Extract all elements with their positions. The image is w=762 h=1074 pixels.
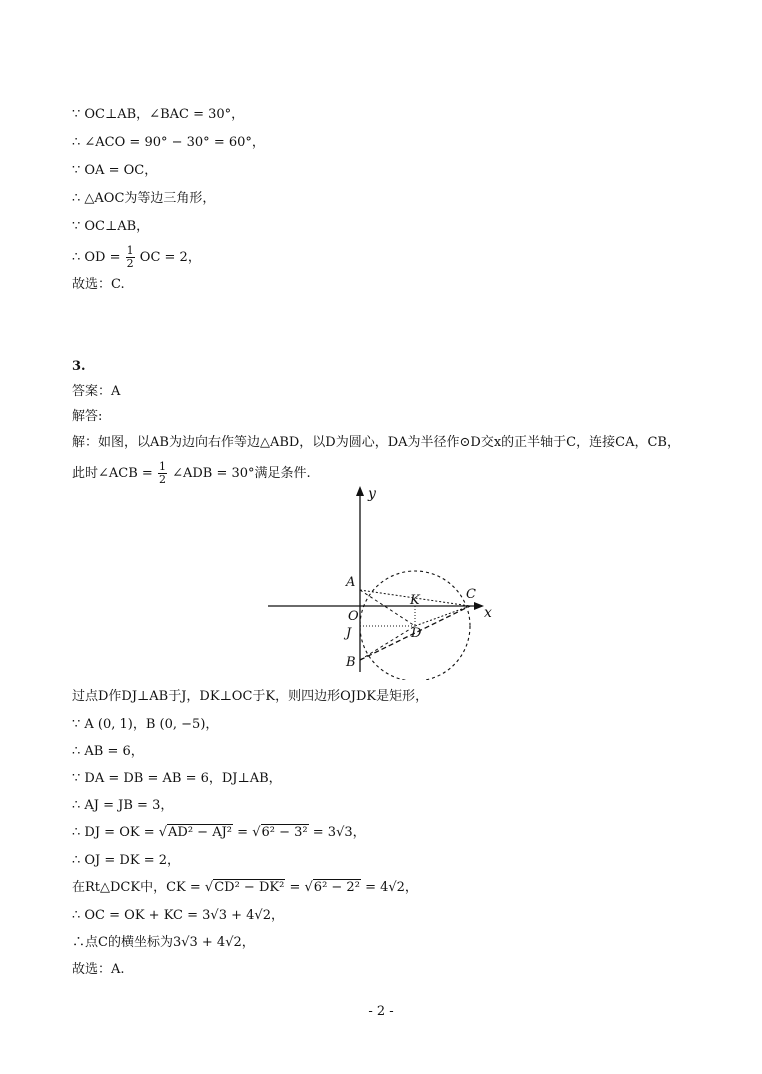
solution-line-7: ∴ AJ = JB = 3， <box>72 798 174 813</box>
solution-line-13: 故选：A. <box>72 962 125 977</box>
solution-line-1: 解：如图，以AB为边向右作等边△ABD，以D为圆心，DA为半径作⊙D交x的正半轴于C，连接CA，CB， <box>72 435 680 450</box>
solution-line-8-post: = 3√3， <box>312 825 366 840</box>
fraction-denominator: 2 <box>126 257 134 270</box>
segment-bd <box>360 626 415 660</box>
sqrt-sign: √ <box>304 880 313 895</box>
fraction-numerator: 1 <box>158 460 166 473</box>
fraction-denominator: 2 <box>158 473 166 486</box>
solution-line-2-post: ∠ADB = 30°满足条件. <box>172 466 311 481</box>
part1-line-2: ∴ ∠ACO = 90° − 30° = 60°， <box>72 135 265 150</box>
answer-line: 答案：A <box>72 384 121 399</box>
label-d: D <box>411 626 422 641</box>
solution-line-8 <box>72 823 366 843</box>
part1-line-6-post: OC = 2， <box>139 250 201 265</box>
solution-line-2-pre: 此时∠ACB = <box>72 466 153 481</box>
solution-line-5: ∴ AB = 6， <box>72 744 144 759</box>
solution-line-3: 过点D作DJ⊥AB于J，DK⊥OC于K，则四边形OJDK是矩形， <box>72 689 429 704</box>
geometry-figure <box>260 480 500 680</box>
label-x: x <box>484 605 492 621</box>
part1-line-6-pre: ∴ OD = <box>72 250 121 265</box>
radicand-2: 6² − 3² <box>261 825 308 840</box>
fraction-half <box>126 245 135 270</box>
solution-line-12: ∴点C的横坐标为3√3 + 4√2， <box>72 935 255 950</box>
segment-ad <box>360 590 415 626</box>
fraction-numerator: 1 <box>126 244 134 257</box>
page-number: - 2 - <box>368 1004 394 1019</box>
label-j: J <box>346 626 352 641</box>
label-b: B <box>346 655 356 670</box>
y-axis-arrow <box>356 486 364 496</box>
label-o: O <box>348 609 359 624</box>
solution-line-10 <box>72 878 418 898</box>
solution-label: 解答: <box>72 409 103 424</box>
solution-line-4: ∵ A (0, 1)，B (0, −5)， <box>72 717 219 732</box>
sqrt-sign: √ <box>252 825 261 840</box>
part1-line-4: ∴ △AOC为等边三角形， <box>72 191 216 206</box>
label-y: y <box>368 486 376 502</box>
x-axis-arrow <box>474 602 484 610</box>
label-a: A <box>346 575 356 590</box>
label-k: K <box>410 593 420 608</box>
equals: = <box>237 825 249 840</box>
solution-line-10-post: = 4√2， <box>365 880 418 895</box>
radicand-2: 6² − 2² <box>313 880 360 895</box>
label-c: C <box>466 587 476 602</box>
solution-line-9: ∴ OJ = DK = 2， <box>72 853 180 868</box>
part1-line-6 <box>72 245 201 270</box>
fraction-half-2 <box>158 461 167 486</box>
segment-dc <box>415 606 470 626</box>
solution-line-6: ∵ DA = DB = AB = 6，DJ⊥AB， <box>72 771 282 786</box>
solution-line-8-pre: ∴ DJ = OK = <box>72 825 155 840</box>
part1-line-1: ∵ OC⊥AB，∠BAC = 30°， <box>72 107 245 122</box>
solution-line-10-pre: 在Rt△DCK中，CK = <box>72 880 201 895</box>
sqrt-sign: √ <box>204 880 214 895</box>
radicand-1: CD² − DK² <box>214 880 285 895</box>
radicand-1: AD² − AJ² <box>168 825 233 840</box>
part1-line-3: ∵ OA = OC， <box>72 163 158 178</box>
part1-line-7: 故选：C. <box>72 277 125 292</box>
sqrt-sign: √ <box>158 825 168 840</box>
part1-line-5: ∵ OC⊥AB， <box>72 219 150 234</box>
solution-line-11: ∴ OC = OK + KC = 3√3 + 4√2， <box>72 908 284 923</box>
equals: = <box>289 880 301 895</box>
question-number: 3. <box>72 359 86 374</box>
